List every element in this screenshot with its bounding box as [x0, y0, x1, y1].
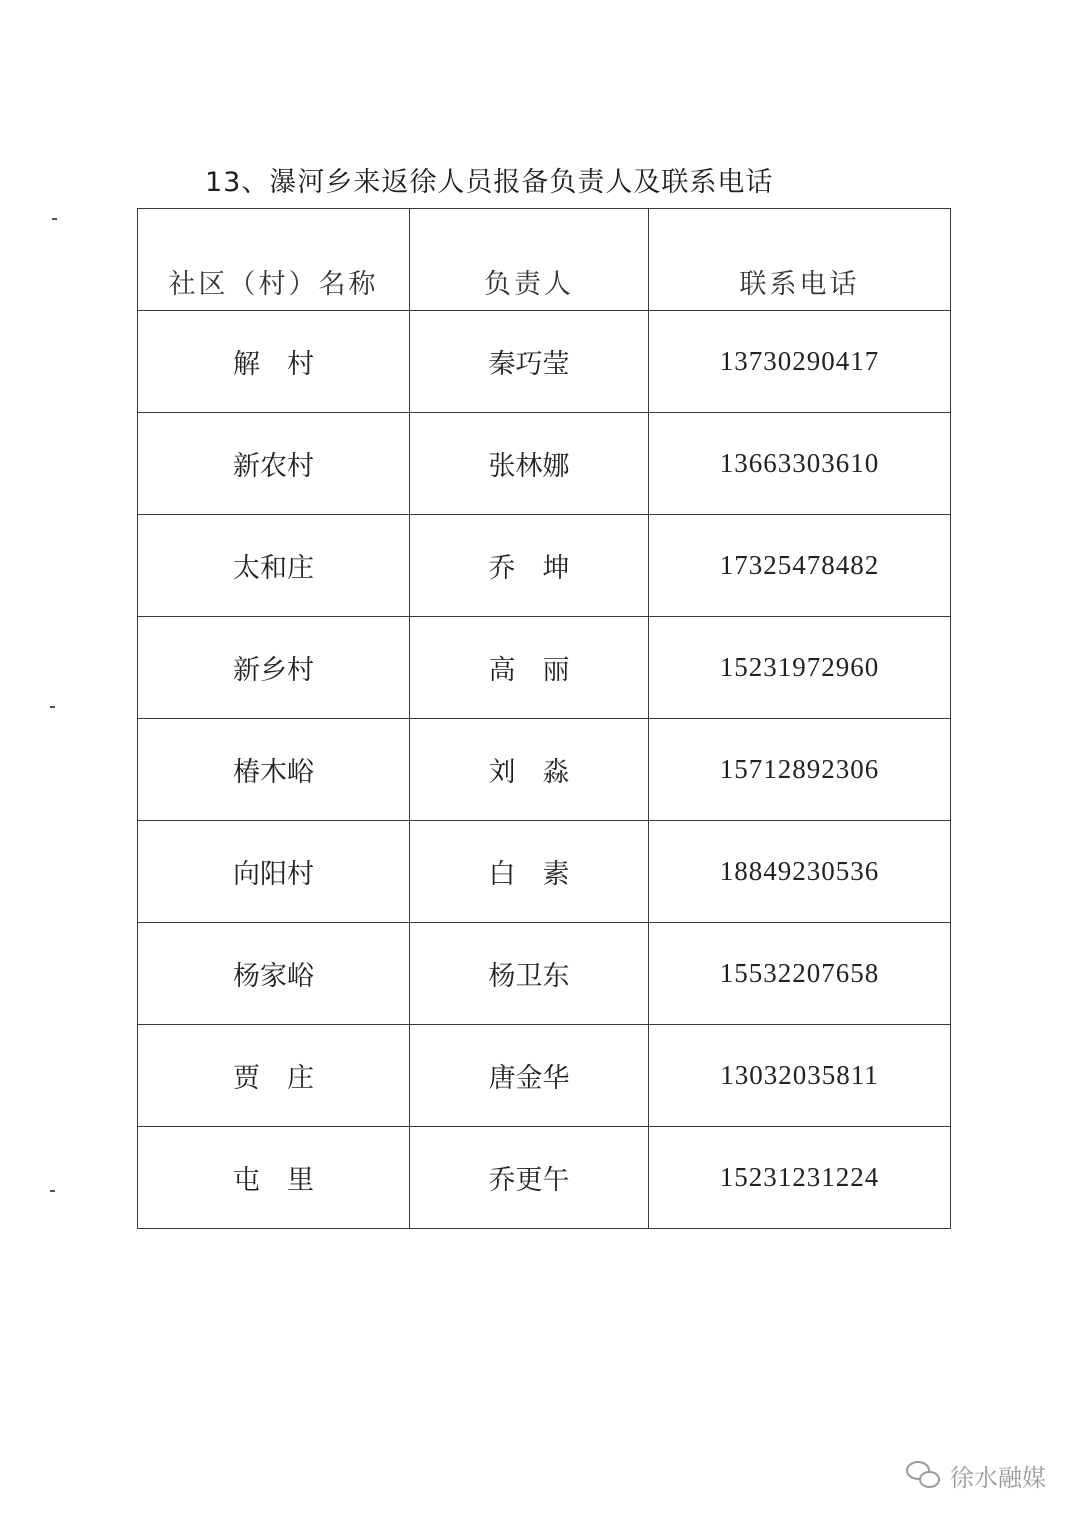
table-row — [138, 617, 951, 719]
person-in-charge-cell: 乔更午 — [410, 1127, 649, 1229]
person-in-charge-cell: 唐金华 — [410, 1025, 649, 1127]
table-row — [138, 515, 951, 617]
community-name-cell: 屯 里 — [138, 1127, 410, 1229]
contact-phone-cell: 15712892306 — [649, 719, 951, 821]
community-name-cell: 解 村 — [138, 311, 410, 413]
contact-phone-cell: 13032035811 — [649, 1025, 951, 1127]
scan-speck — [52, 218, 57, 220]
header-community-name: 社区（村）名称 — [138, 209, 410, 311]
table-row — [138, 923, 951, 1025]
wechat-icon — [906, 1461, 942, 1491]
community-name-cell: 贾 庄 — [138, 1025, 410, 1127]
person-in-charge-cell: 高 丽 — [410, 617, 649, 719]
table-header-row — [138, 209, 951, 311]
community-name-cell: 太和庄 — [138, 515, 410, 617]
header-contact-phone: 联系电话 — [649, 209, 951, 311]
person-in-charge-cell: 杨卫东 — [410, 923, 649, 1025]
table-row — [138, 311, 951, 413]
person-in-charge-cell: 秦巧莹 — [410, 311, 649, 413]
contact-phone-cell: 13730290417 — [649, 311, 951, 413]
header-person-in-charge: 负责人 — [410, 209, 649, 311]
scan-speck — [50, 1190, 55, 1192]
contact-phone-cell: 17325478482 — [649, 515, 951, 617]
community-name-cell: 椿木峪 — [138, 719, 410, 821]
person-in-charge-cell: 刘 淼 — [410, 719, 649, 821]
contact-phone-cell: 15231972960 — [649, 617, 951, 719]
person-in-charge-cell: 白 素 — [410, 821, 649, 923]
table-row — [138, 413, 951, 515]
community-name-cell: 杨家峪 — [138, 923, 410, 1025]
contact-phone-cell: 15231231224 — [649, 1127, 951, 1229]
community-name-cell: 新农村 — [138, 413, 410, 515]
contact-table — [137, 208, 951, 1229]
table-row — [138, 821, 951, 923]
page-title: 13、瀑河乡来返徐人员报备负责人及联系电话 — [205, 167, 774, 198]
watermark — [906, 1458, 1046, 1493]
table-row — [138, 1025, 951, 1127]
person-in-charge-cell: 张林娜 — [410, 413, 649, 515]
scan-speck — [50, 706, 55, 708]
contact-phone-cell: 15532207658 — [649, 923, 951, 1025]
community-name-cell: 新乡村 — [138, 617, 410, 719]
table-row — [138, 1127, 951, 1229]
table-row — [138, 719, 951, 821]
contact-phone-cell: 18849230536 — [649, 821, 951, 923]
person-in-charge-cell: 乔 坤 — [410, 515, 649, 617]
community-name-cell: 向阳村 — [138, 821, 410, 923]
contact-phone-cell: 13663303610 — [649, 413, 951, 515]
watermark-text: 徐水融媒 — [950, 1464, 1046, 1492]
